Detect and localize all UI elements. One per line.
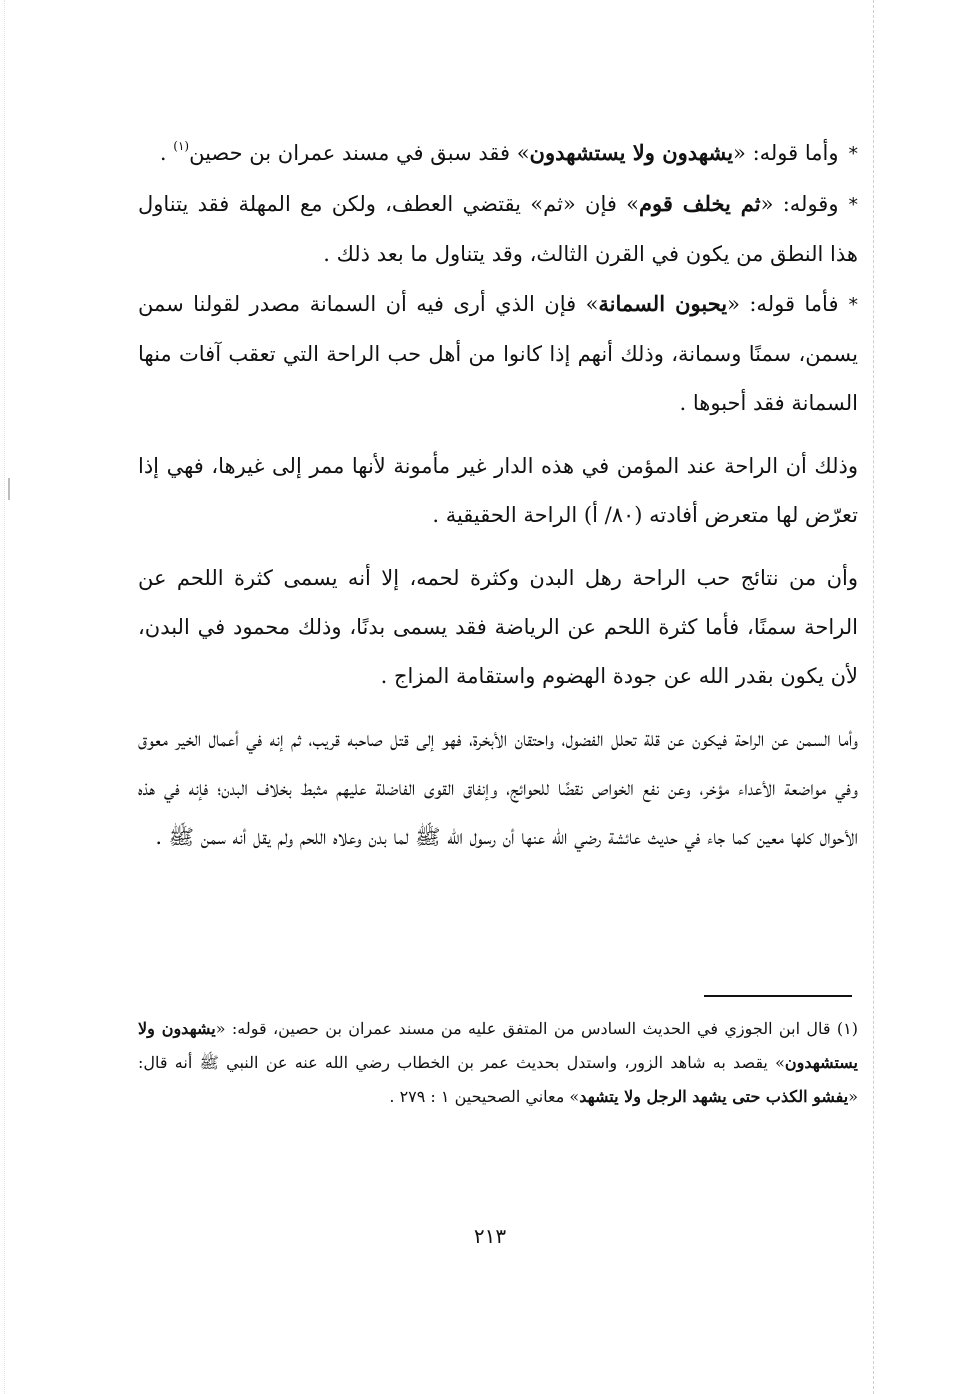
- footnote-1: (١) قال ابن الجوزي في الحديث السادس من المتفق عليه من مسند عمران بن حصين، قوله: «يشهدون ولا يستشهدون» يقصد به شاهد الزور، واستدل بحديث عمر بن الخطاب رضي الله عنه عن النبي ﷺ أنه قال: «يفشو الكذب حتى يشهد الرجل ولا يتشهد» معاني الصحيحين ١ : ٢٧٩ .: [138, 1019, 858, 1106]
- footnote-separator: [704, 995, 852, 997]
- scan-right-edge: [873, 0, 875, 1394]
- footnotes: [138, 1012, 858, 1114]
- footnote-ref: (١): [173, 139, 190, 153]
- paragraph-5: وأن من نتائج حب الراحة رهل البدن وكثرة لحمه، إلا أنه يسمى كثرة اللحم عن الراحة سمنًا، فأما كثرة اللحم عن الرياضة فقد يسمى بدنًا، وذلك محمود في البدن، لأن يكون بقدر الله عن جودة الهضوم واستقامة المزاج .: [138, 566, 858, 688]
- paragraph-1: *وأما قوله: «يشهدون ولا يستشهدون» فقد سبق في مسند عمران بن حصين$^{(١)}$ .: [159, 139, 858, 165]
- star-bullet: *: [848, 194, 858, 216]
- footnote-number: (١): [836, 1019, 858, 1038]
- scan-left-edge: [4, 0, 6, 1394]
- main-text: [138, 128, 858, 862]
- paragraph-4: وذلك أن الراحة عند المؤمن في هذه الدار غير مأمونة لأنها ممر إلى غيرها، فهي إذا تعرّض لها متعرض أفادته (٨٠/ أ) الراحة الحقيقية .: [138, 454, 858, 527]
- star-bullet: *: [848, 294, 858, 316]
- hadith-phrase: يشهدون ولا يستشهدون: [529, 140, 734, 165]
- hadith-phrase: ثم يخلف قوم: [639, 191, 761, 216]
- star-bullet: *: [848, 143, 858, 165]
- paragraph-3: *فأما قوله: «يحبون السمانة» فإن الذي أرى فيه أن السمانة مصدر لقولنا سمن يسمن، سمنًا وسمانة، وذلك أنهم إذا كانوا من أهل حب الراحة التي تعقب آفات منها السمانة فقد أحبوها .: [138, 291, 858, 415]
- hadith-phrase: يحبون السمانة: [598, 291, 728, 316]
- scan-mark: [8, 478, 10, 500]
- page-number: ٢١٣: [473, 1224, 507, 1248]
- paragraph-2: *وقوله: «ثم يخلف قوم» فإن «ثم» يقتضي العطف، ولكن مع المهلة فقد يتناول هذا النطق من يكون في القرن الثالث، وقد يتناول ما بعد ذلك .: [138, 191, 858, 266]
- paragraph-6: وأما السمن عن الراحة فيكون عن قلة تحلل الفضول، واحتقان الأبخرة، فهو إلى قتل صاحبه قريب، ثم إنه في أعمال الخير معوق وفي مواضعة الأعداء مؤخر، وعن نفع الخواص نقضًا للحوائج، وإنفاق القوى الفاضلة عليهم مثبط بخلاف البدن؛ فإنه في هذه الأحوال كلها معين كما جاء في حديث عائشة رضي الله عنها أن رسول الله ﷺ لما بدن وعلاه اللحم ولم يقل أنه سمن ﷺ .: [138, 727, 858, 849]
